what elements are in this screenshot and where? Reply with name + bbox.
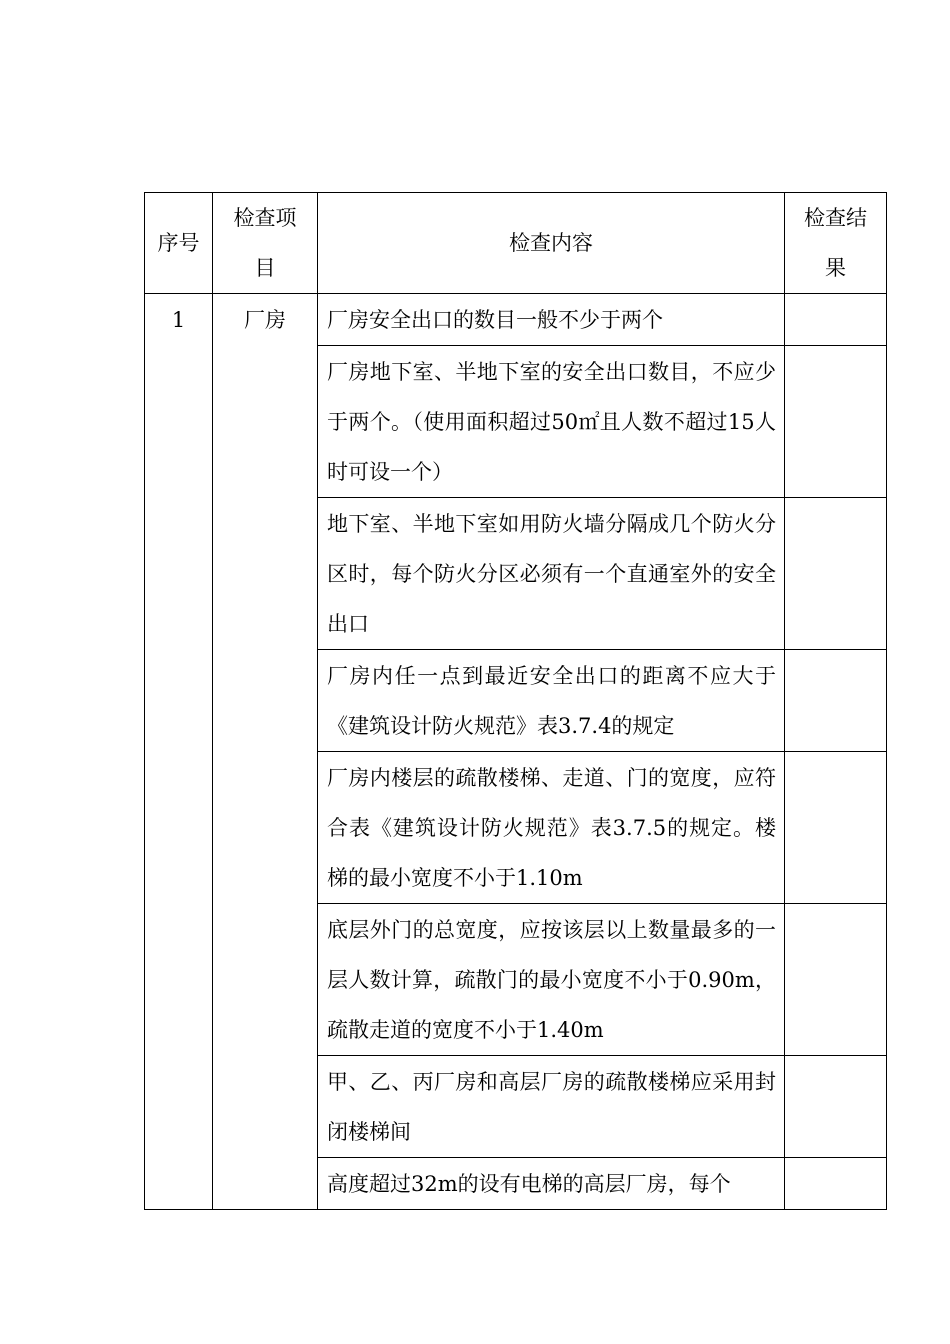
table-header-row <box>145 193 887 294</box>
header-result: 检查结果 <box>785 193 887 294</box>
row-result[interactable] <box>785 650 887 752</box>
row-result[interactable] <box>785 498 887 650</box>
table-row <box>145 294 887 346</box>
row-content: 厂房地下室、半地下室的安全出口数目，不应少于两个。（使用面积超过50㎡且人数不超过15人时可设一个） <box>318 346 785 498</box>
row-result[interactable] <box>785 294 887 346</box>
row-content: 甲、乙、丙厂房和高层厂房的疏散楼梯应采用封闭楼梯间 <box>318 1056 785 1158</box>
header-item: 检查项目 <box>213 193 318 294</box>
row-number: 1 <box>145 294 213 1210</box>
row-content: 高度超过32m的设有电梯的高层厂房，每个 <box>318 1158 785 1210</box>
row-content: 底层外门的总宽度，应按该层以上数量最多的一层人数计算，疏散门的最小宽度不小于0.90m，疏散走道的宽度不小于1.40m <box>318 904 785 1056</box>
row-result[interactable] <box>785 346 887 498</box>
row-content: 厂房内楼层的疏散楼梯、走道、门的宽度，应符合表《建筑设计防火规范》表3.7.5的规定。楼梯的最小宽度不小于1.10m <box>318 752 785 904</box>
row-content: 厂房内任一点到最近安全出口的距离不应大于《建筑设计防火规范》表3.7.4的规定 <box>318 650 785 752</box>
row-result[interactable] <box>785 1056 887 1158</box>
row-content: 地下室、半地下室如用防火墙分隔成几个防火分区时，每个防火分区必须有一个直通室外的安全出口 <box>318 498 785 650</box>
inspection-table <box>144 192 887 1210</box>
row-result[interactable] <box>785 752 887 904</box>
header-content: 检查内容 <box>318 193 785 294</box>
header-no: 序号 <box>145 193 213 294</box>
row-result[interactable] <box>785 1158 887 1210</box>
row-item: 厂房 <box>213 294 318 1210</box>
row-result[interactable] <box>785 904 887 1056</box>
row-content: 厂房安全出口的数目一般不少于两个 <box>318 294 785 346</box>
